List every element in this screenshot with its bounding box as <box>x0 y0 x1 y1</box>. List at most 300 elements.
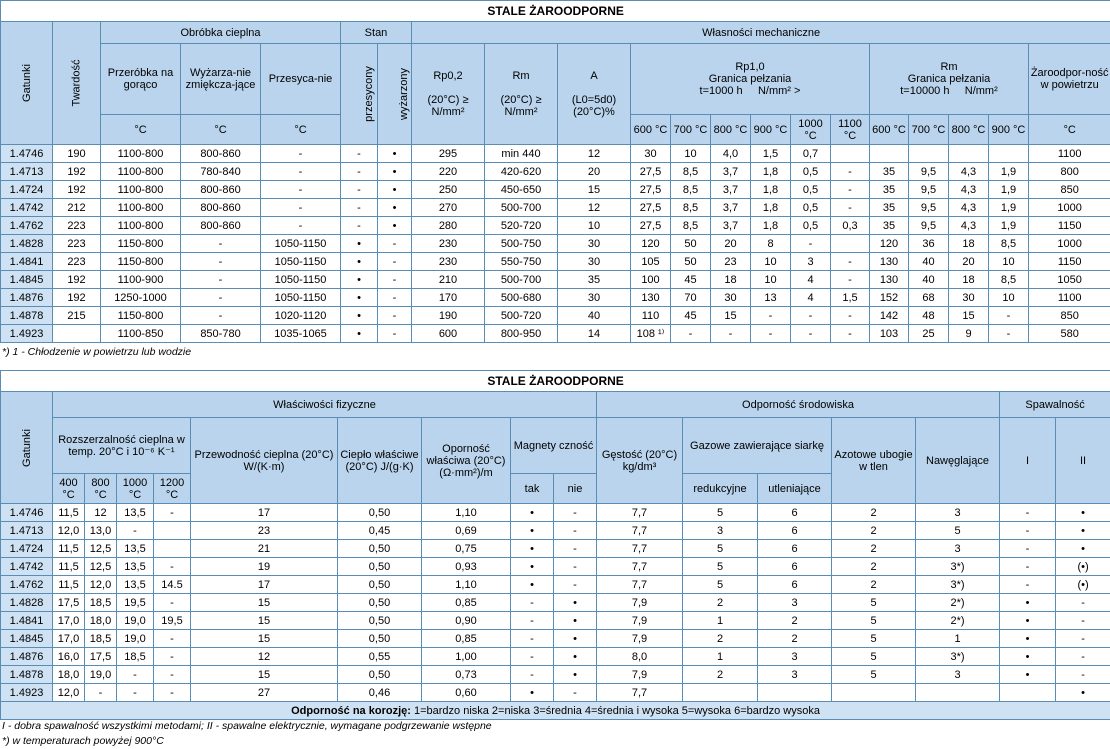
col-rm-creep: Rm Granica pełzania t=10000 h N/mm² <box>870 44 1029 115</box>
table-cell: - <box>1000 540 1056 558</box>
table-cell: 0,5 <box>791 163 831 181</box>
table-cell: 8,5 <box>671 199 711 217</box>
table-cell: 1250-1000 <box>101 289 181 307</box>
table-cell: 1020-1120 <box>261 307 341 325</box>
table-cell: 5 <box>832 666 916 684</box>
table-cell: 12,5 <box>85 540 117 558</box>
table-cell: 4,3 <box>949 199 989 217</box>
table-cell: • <box>378 181 412 199</box>
table-cell: 17 <box>191 504 338 522</box>
col-spawalnosc: Spawalność <box>1000 392 1110 418</box>
table-cell: - <box>831 325 870 343</box>
table-cell: 25 <box>909 325 949 343</box>
col-przesycanie: Przesyca-nie <box>261 44 341 115</box>
table-cell: 27,5 <box>631 181 671 199</box>
table-cell: 500-750 <box>485 235 558 253</box>
table-cell: - <box>831 163 870 181</box>
footnote-temperature: *) w temperaturach powyżej 900°C <box>2 735 164 747</box>
table-cell: • <box>511 684 554 702</box>
table-cell: 223 <box>53 217 101 235</box>
col-stan: Stan <box>341 22 412 44</box>
table-cell: 12,5 <box>85 558 117 576</box>
table-cell: 1100-800 <box>101 181 181 199</box>
table-cell: 0,45 <box>338 522 422 540</box>
table-cell <box>909 145 949 163</box>
table-cell: 11,5 <box>53 558 85 576</box>
grade-cell: 1.4762 <box>1 217 53 235</box>
col-magnet: Magnety czność <box>511 418 597 474</box>
table-cell: 4,3 <box>949 181 989 199</box>
table-cell: 1,8 <box>751 181 791 199</box>
table-cell: 9,5 <box>909 199 949 217</box>
table-cell: - <box>117 666 154 684</box>
table-cell: - <box>831 271 870 289</box>
table-cell: 580 <box>1029 325 1110 343</box>
temp-header: 800 °C <box>85 474 117 504</box>
table-cell: 27 <box>191 684 338 702</box>
table-cell: 0,60 <box>422 684 511 702</box>
table-cell: 130 <box>870 253 909 271</box>
table-cell: - <box>378 253 412 271</box>
table-cell: 11,5 <box>53 540 85 558</box>
table-cell: 35 <box>870 199 909 217</box>
table-cell: 223 <box>53 253 101 271</box>
table-cell: 2 <box>832 558 916 576</box>
col-a: A (L0=5d0) (20°C)% <box>558 44 631 145</box>
table-cell: 1050 <box>1029 271 1110 289</box>
grade-cell: 1.4845 <box>1 630 53 648</box>
table-cell: 4 <box>791 271 831 289</box>
table-cell: 0,50 <box>338 576 422 594</box>
table-cell: • <box>378 199 412 217</box>
table-cell: 3 <box>758 666 832 684</box>
table-cell: 210 <box>412 271 485 289</box>
col-przesycony: przesycony <box>341 44 378 145</box>
table-cell: 1,9 <box>989 163 1029 181</box>
grade-cell: 1.4876 <box>1 648 53 666</box>
table-cell: 8,5 <box>671 181 711 199</box>
table-cell: - <box>511 594 554 612</box>
grade-cell: 1.4746 <box>1 504 53 522</box>
table-cell: 18,5 <box>85 594 117 612</box>
table-cell: - <box>181 235 261 253</box>
table-cell: 100 <box>631 271 671 289</box>
table-cell: 3,7 <box>711 199 751 217</box>
table-cell: 21 <box>191 540 338 558</box>
table-row <box>1 576 1110 594</box>
table-cell: 3*) <box>916 648 1000 666</box>
table-cell: • <box>341 325 378 343</box>
table-cell: 2 <box>832 504 916 522</box>
table-row <box>1 558 1110 576</box>
table-cell: 1100-850 <box>101 325 181 343</box>
table-cell: - <box>831 307 870 325</box>
table-cell: 30 <box>949 289 989 307</box>
footnote: *) 1 - Chłodzenie w powietrzu lub wodzie <box>2 346 192 358</box>
table-cell: 130 <box>631 289 671 307</box>
table-cell: - <box>117 684 154 702</box>
grade-cell: 1.4923 <box>1 325 53 343</box>
table-cell: 0,50 <box>338 630 422 648</box>
table-cell: - <box>791 235 831 253</box>
table-cell: 12 <box>558 145 631 163</box>
table-cell: 230 <box>412 253 485 271</box>
grade-cell: 1.4713 <box>1 163 53 181</box>
table-cell: 50 <box>671 253 711 271</box>
table-cell: 20 <box>949 253 989 271</box>
col-twardosc: Twardość <box>53 22 101 145</box>
table-cell: 3 <box>916 540 1000 558</box>
table-cell: 170 <box>412 289 485 307</box>
table-cell: 30 <box>558 289 631 307</box>
table-cell: 12 <box>191 648 338 666</box>
table-cell: 27,5 <box>631 199 671 217</box>
table-cell: 212 <box>53 199 101 217</box>
grade-cell: 1.4878 <box>1 666 53 684</box>
table-row <box>1 630 1110 648</box>
table-cell: - <box>751 325 791 343</box>
table-cell: 23 <box>711 253 751 271</box>
table-cell: • <box>378 217 412 235</box>
table-cell: 7,9 <box>597 594 683 612</box>
table-cell <box>758 684 832 702</box>
table-cell: 2 <box>832 540 916 558</box>
grade-cell: 1.4724 <box>1 181 53 199</box>
table-cell: 800-860 <box>181 199 261 217</box>
table-cell: 9 <box>949 325 989 343</box>
table-cell: - <box>511 612 554 630</box>
table-cell: 3*) <box>916 576 1000 594</box>
col-obrobka: Obróbka cieplna <box>101 22 341 44</box>
col-rp10: Rp1,0 Granica pełzania t=1000 h N/mm² > <box>631 44 870 115</box>
table-cell: 1100-800 <box>101 217 181 235</box>
mechanical-properties-table <box>0 0 1110 343</box>
table-cell: 10 <box>671 145 711 163</box>
table-cell: • <box>1056 522 1110 540</box>
table-cell: • <box>341 271 378 289</box>
table-cell: - <box>341 199 378 217</box>
temp-header: 700 °C <box>671 115 711 145</box>
table-row <box>1 540 1110 558</box>
table-cell: 420-620 <box>485 163 558 181</box>
table-cell: - <box>154 504 191 522</box>
table-cell: - <box>1056 630 1110 648</box>
table-cell: 780-840 <box>181 163 261 181</box>
grade-cell: 1.4841 <box>1 253 53 271</box>
table-cell: 1035-1065 <box>261 325 341 343</box>
table-cell: 280 <box>412 217 485 235</box>
table-cell: 2*) <box>916 594 1000 612</box>
table-cell: - <box>1000 576 1056 594</box>
table-cell: 1150-800 <box>101 307 181 325</box>
table-cell: 3,7 <box>711 217 751 235</box>
table-cell: 0,50 <box>338 540 422 558</box>
table-cell: 0,73 <box>422 666 511 684</box>
table-cell: 7,9 <box>597 630 683 648</box>
table-cell: 230 <box>412 235 485 253</box>
table-row <box>1 612 1110 630</box>
unit-c: °C <box>261 115 341 145</box>
table-cell: 0,5 <box>791 217 831 235</box>
table-cell: 1150-800 <box>101 253 181 271</box>
table-cell: 800-950 <box>485 325 558 343</box>
table-cell: - <box>1056 612 1110 630</box>
table-cell: 17,5 <box>53 594 85 612</box>
unit-c: °C <box>1029 115 1110 145</box>
table-cell: - <box>154 594 191 612</box>
col-gatunki: Gatunki <box>1 22 53 145</box>
table-cell: • <box>554 666 597 684</box>
table-cell <box>916 684 1000 702</box>
table-cell: - <box>261 145 341 163</box>
table-cell: 5 <box>683 504 758 522</box>
table-cell: 3 <box>916 504 1000 522</box>
table-cell: • <box>511 540 554 558</box>
table-cell <box>832 684 916 702</box>
table-cell: 1,8 <box>751 163 791 181</box>
table-cell: 7,9 <box>597 612 683 630</box>
table-cell: - <box>181 307 261 325</box>
table-cell: 1050-1150 <box>261 271 341 289</box>
table-cell: 1100-800 <box>101 199 181 217</box>
col-przewodnosc: Przewodność cieplna (20°C) W/(K·m) <box>191 418 338 504</box>
temp-header: 700 °C <box>909 115 949 145</box>
table-cell: 223 <box>53 235 101 253</box>
table-cell: 17,5 <box>85 648 117 666</box>
grade-cell: 1.4923 <box>1 684 53 702</box>
table-cell: 12,0 <box>53 522 85 540</box>
table-cell: 550-750 <box>485 253 558 271</box>
table-cell: - <box>261 217 341 235</box>
table-cell: 2 <box>683 666 758 684</box>
table-cell <box>870 145 909 163</box>
table-cell: 20 <box>711 235 751 253</box>
table-cell: - <box>378 289 412 307</box>
table-cell: - <box>791 325 831 343</box>
table-cell: 130 <box>870 271 909 289</box>
table-cell: 4,0 <box>711 145 751 163</box>
col-naweglajace: Nawęglające <box>916 418 1000 504</box>
table-cell: 0,90 <box>422 612 511 630</box>
col-rm: Rm (20°C) ≥ N/mm² <box>485 44 558 145</box>
table-cell: 18,5 <box>117 648 154 666</box>
table-cell: 520-720 <box>485 217 558 235</box>
table-cell: 27,5 <box>631 217 671 235</box>
table-cell: 15 <box>191 630 338 648</box>
table-cell: 3 <box>683 522 758 540</box>
col-opornosc: Oporność właściwa (20°C) (Ω·mm²)/m <box>422 418 511 504</box>
table-cell: 1,9 <box>989 181 1029 199</box>
table-cell: 12,0 <box>53 684 85 702</box>
table-cell: 35 <box>870 181 909 199</box>
table-cell: 3 <box>758 648 832 666</box>
table-row <box>1 289 1110 307</box>
temp-header: 1200 °C <box>154 474 191 504</box>
table-cell: 8,5 <box>989 271 1029 289</box>
table-cell: 9,5 <box>909 217 949 235</box>
col-wyzarzony: wyżarzony <box>378 44 412 145</box>
table-cell: - <box>671 325 711 343</box>
table-cell: - <box>554 522 597 540</box>
table-cell: 108 ¹⁾ <box>631 325 671 343</box>
col-wlasnosci: Własności mechaniczne <box>412 22 1110 44</box>
table-cell: 68 <box>909 289 949 307</box>
table-cell: - <box>554 540 597 558</box>
table-cell: 40 <box>558 307 631 325</box>
table-cell: 18 <box>711 271 751 289</box>
table-cell: 7,7 <box>597 576 683 594</box>
table-cell: • <box>1056 504 1110 522</box>
grade-cell: 1.4742 <box>1 558 53 576</box>
table-cell: 19,5 <box>117 594 154 612</box>
table-cell: 10 <box>558 217 631 235</box>
table-cell: - <box>85 684 117 702</box>
table-cell: 1150 <box>1029 217 1110 235</box>
table-cell: 500-700 <box>485 271 558 289</box>
grade-cell: 1.4724 <box>1 540 53 558</box>
table-cell: 5 <box>832 594 916 612</box>
table-cell: 1050-1150 <box>261 289 341 307</box>
table-cell: 7,7 <box>597 504 683 522</box>
grade-cell: 1.4841 <box>1 612 53 630</box>
table-row <box>1 253 1110 271</box>
temp-header: 400 °C <box>53 474 85 504</box>
table-cell: 15 <box>558 181 631 199</box>
table-cell: 1,9 <box>989 217 1029 235</box>
table-cell: 600 <box>412 325 485 343</box>
table-cell: 2*) <box>916 612 1000 630</box>
table-cell <box>154 540 191 558</box>
table-cell: - <box>831 181 870 199</box>
table-cell: 5 <box>832 612 916 630</box>
table-cell <box>989 145 1029 163</box>
table-cell: 5 <box>916 522 1000 540</box>
table-cell: • <box>1056 684 1110 702</box>
temp-header: 1000 °C <box>117 474 154 504</box>
table-cell: 9,5 <box>909 181 949 199</box>
table-cell: 3,7 <box>711 181 751 199</box>
table-cell: 35 <box>870 217 909 235</box>
col-redukcyjne: redukcyjne <box>683 474 758 504</box>
table-cell: 1050-1150 <box>261 253 341 271</box>
table-cell: 110 <box>631 307 671 325</box>
table-cell: 250 <box>412 181 485 199</box>
table-cell: 10 <box>989 289 1029 307</box>
col-zaroodpornosc: Żaroodpor-ność w powietrzu <box>1029 44 1110 115</box>
table-cell: - <box>511 666 554 684</box>
col-azotowe: Azotowe ubogie w tlen <box>832 418 916 504</box>
table-cell: - <box>261 199 341 217</box>
table-cell: 500-700 <box>485 199 558 217</box>
table-cell: 0,5 <box>791 199 831 217</box>
table-cell: 7,7 <box>597 684 683 702</box>
table-cell: - <box>154 630 191 648</box>
table-cell: - <box>989 307 1029 325</box>
table-cell <box>831 235 870 253</box>
table-cell: - <box>181 253 261 271</box>
table-cell: 1100-800 <box>101 163 181 181</box>
table-cell: - <box>791 307 831 325</box>
col-wyzarzanie: Wyżarza-nie zmiękcza-jące <box>181 44 261 115</box>
table-cell: 1,8 <box>751 217 791 235</box>
table-cell: 13,5 <box>117 540 154 558</box>
table-cell: 12 <box>85 504 117 522</box>
temp-header: 1000 °C <box>791 115 831 145</box>
table-cell: - <box>378 307 412 325</box>
table-cell: 27,5 <box>631 163 671 181</box>
table-cell: 295 <box>412 145 485 163</box>
table-cell: 192 <box>53 271 101 289</box>
table-cell: 0,50 <box>338 504 422 522</box>
table-cell: • <box>511 522 554 540</box>
table-cell: - <box>378 325 412 343</box>
table-cell: 850 <box>1029 307 1110 325</box>
table-cell: 7,9 <box>597 666 683 684</box>
table-cell: - <box>711 325 751 343</box>
table-cell: 800-860 <box>181 181 261 199</box>
table-row <box>1 648 1110 666</box>
table-cell: - <box>378 271 412 289</box>
col-cieplo: Ciepło właściwe (20°C) J/(g·K) <box>338 418 422 504</box>
table-cell: - <box>1000 504 1056 522</box>
table-cell: - <box>1000 522 1056 540</box>
table-row <box>1 199 1110 217</box>
table-cell: - <box>1000 558 1056 576</box>
table-cell: 35 <box>870 163 909 181</box>
col-rozszerzalnosc: Rozszerzalność cieplna w temp. 20°C i 10⁻⁶ K⁻¹ <box>53 418 191 474</box>
table-cell: 4 <box>791 289 831 307</box>
table-cell: - <box>181 271 261 289</box>
table-cell: - <box>1056 594 1110 612</box>
table-cell: 13,5 <box>117 576 154 594</box>
grade-cell: 1.4762 <box>1 576 53 594</box>
table-cell: 5 <box>683 540 758 558</box>
table-cell: 15 <box>191 666 338 684</box>
table-cell: 2 <box>683 594 758 612</box>
table-cell: 17,0 <box>53 612 85 630</box>
table-cell: 0,5 <box>791 181 831 199</box>
col-srodowiskowa: Odporność środowiska <box>597 392 1000 418</box>
table-cell: • <box>341 253 378 271</box>
table-cell: 2 <box>758 612 832 630</box>
temp-header: 800 °C <box>949 115 989 145</box>
table-cell: - <box>181 289 261 307</box>
table-cell: 6 <box>758 558 832 576</box>
col-spaw-II: II <box>1056 418 1110 504</box>
table-cell: 8,0 <box>597 648 683 666</box>
table-cell: 800 <box>1029 163 1110 181</box>
table-cell: 14 <box>558 325 631 343</box>
table-cell: 1,00 <box>422 648 511 666</box>
table-cell: 0,69 <box>422 522 511 540</box>
table-cell: 2 <box>758 630 832 648</box>
table-cell: - <box>261 181 341 199</box>
table-cell: 192 <box>53 163 101 181</box>
table-cell: - <box>261 163 341 181</box>
table-row <box>1 594 1110 612</box>
table-cell: 1,10 <box>422 504 511 522</box>
table-cell: 120 <box>870 235 909 253</box>
table-row <box>1 307 1110 325</box>
table-cell: - <box>989 325 1029 343</box>
table-cell: 1,9 <box>989 199 1029 217</box>
table-cell: - <box>751 307 791 325</box>
table-cell: - <box>554 684 597 702</box>
table-cell: 45 <box>671 307 711 325</box>
table-cell: 0,7 <box>791 145 831 163</box>
table-cell: 36 <box>909 235 949 253</box>
table-cell: 0,55 <box>338 648 422 666</box>
